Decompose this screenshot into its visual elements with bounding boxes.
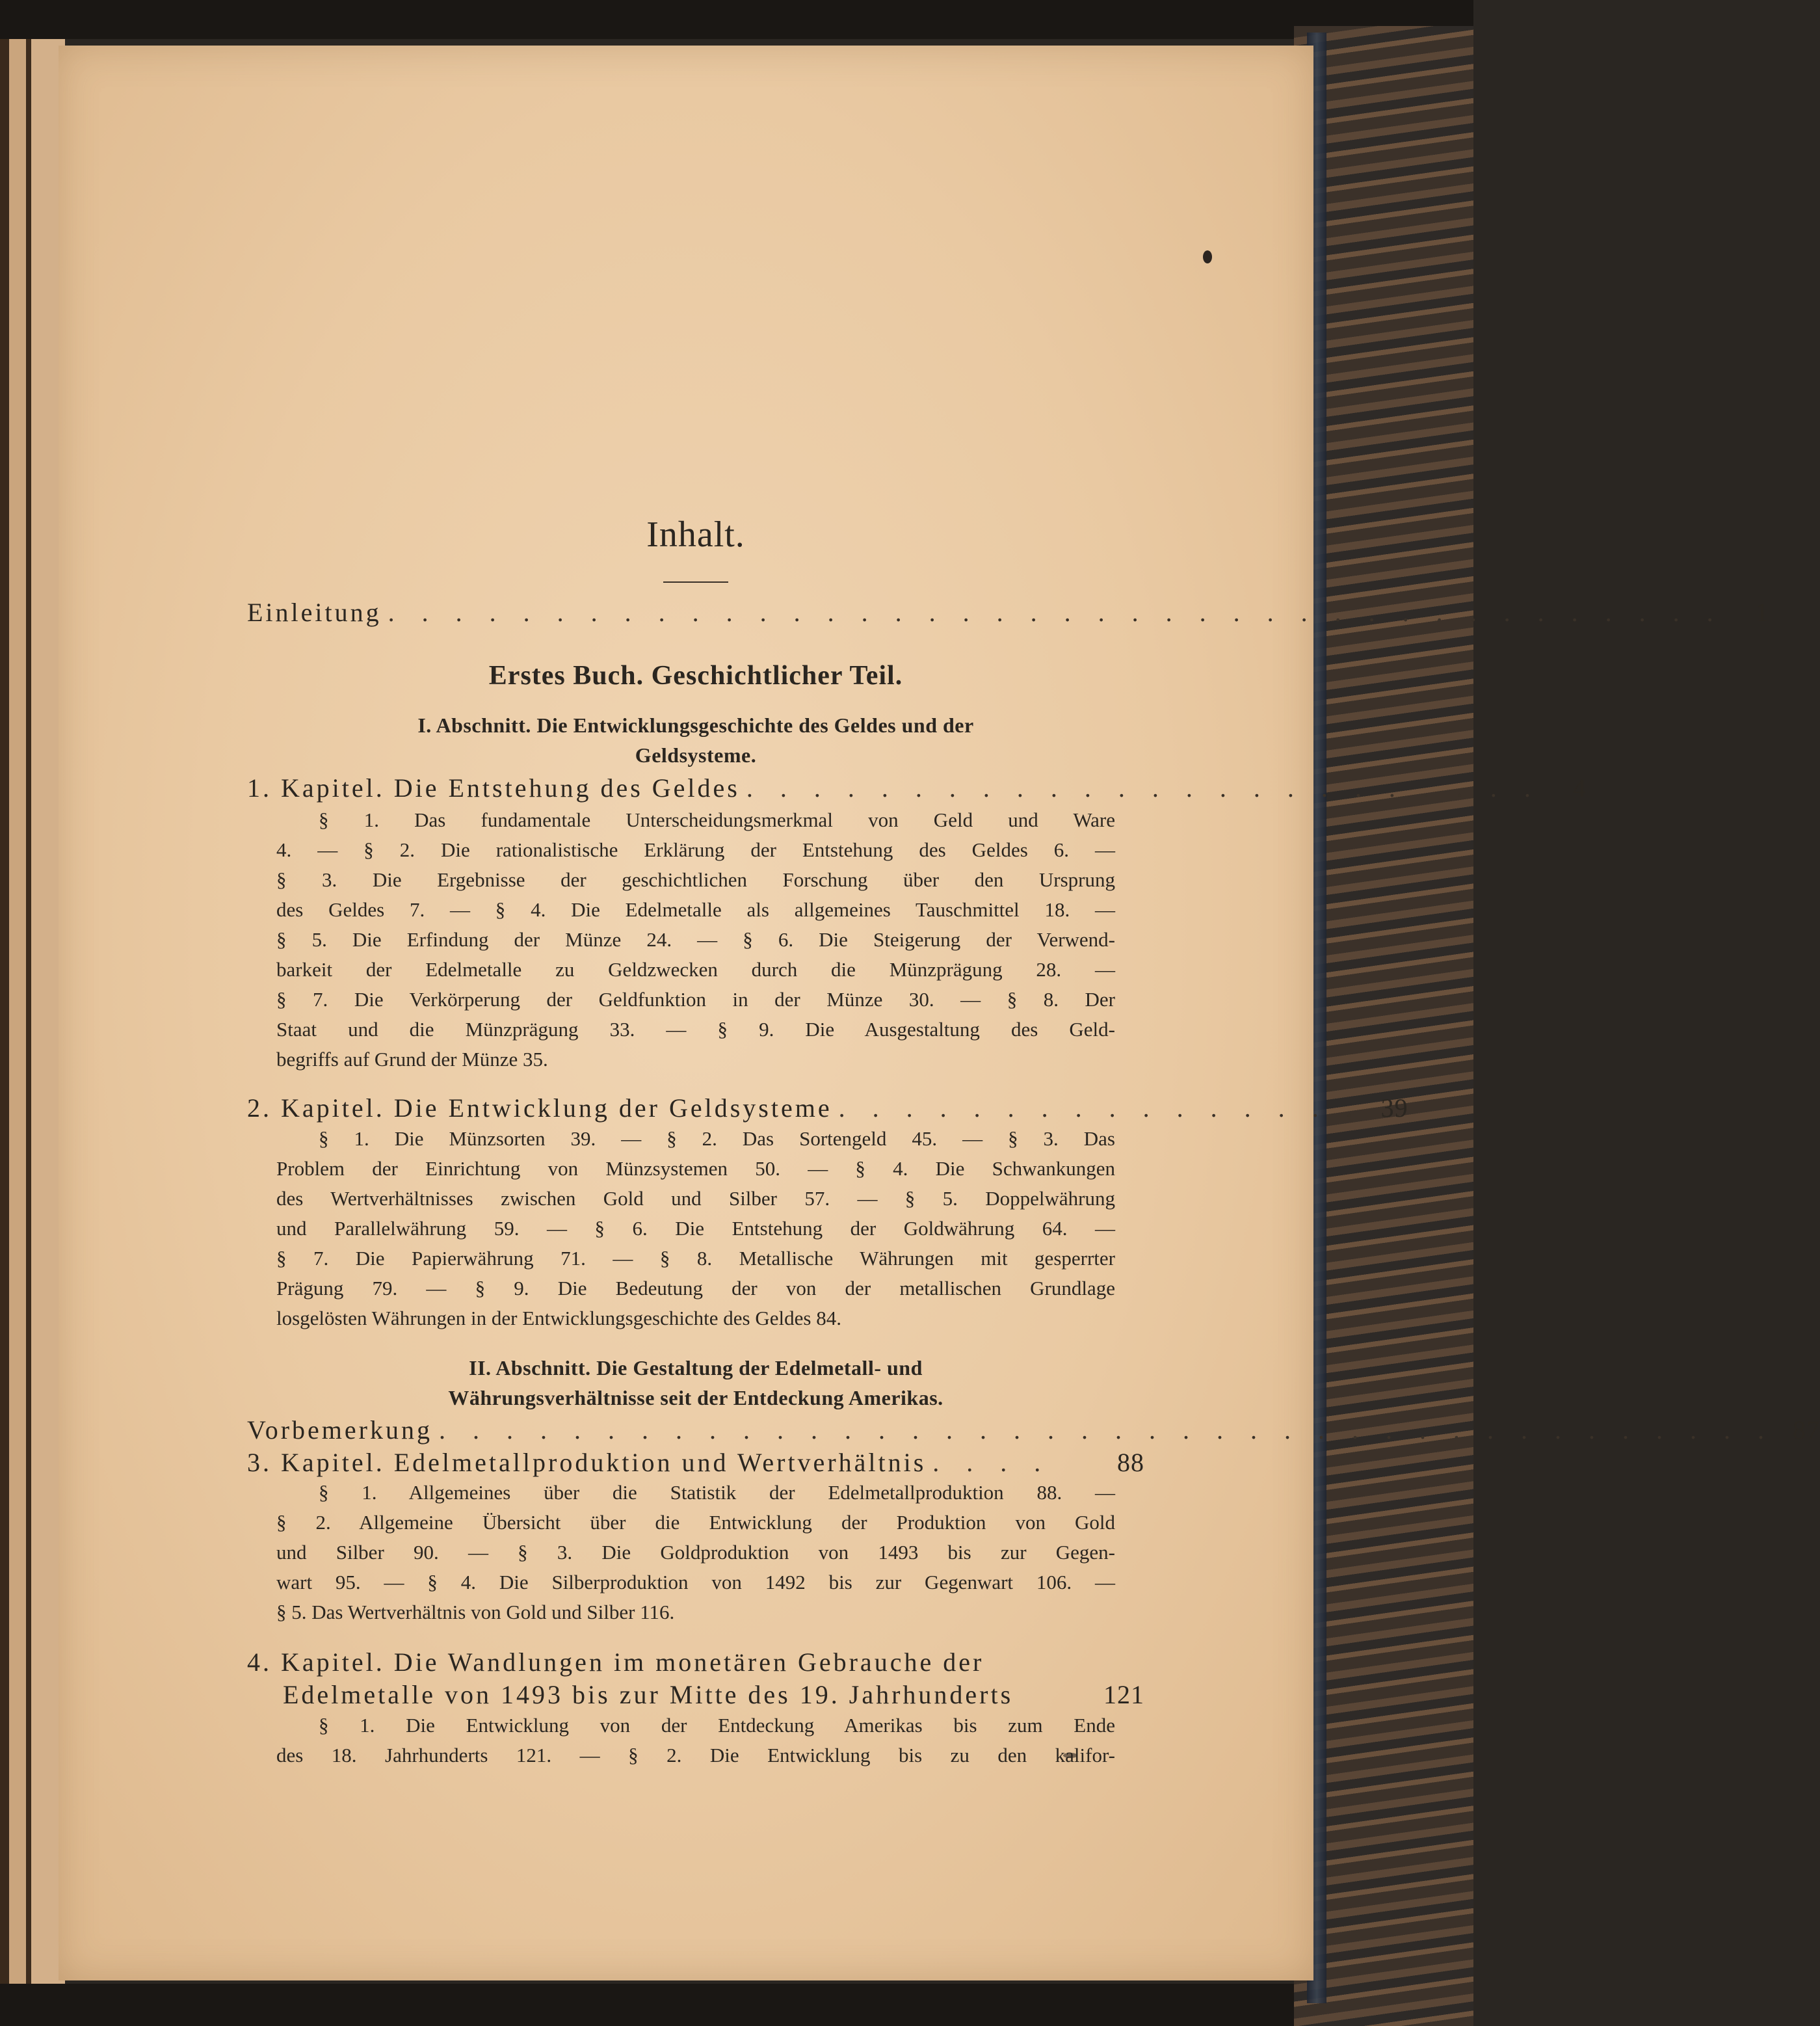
section-heading-line: Geldsysteme. [635,743,757,767]
chapter-1-summary [276,805,1115,1074]
toc-entry-label: 1. Kapitel. Die Entstehung des Geldes [247,773,740,803]
chapter-2-summary [276,1124,1115,1333]
toc-entry-chapter-3 [247,1447,1144,1478]
book-spine [0,39,65,1984]
toc-entry-label: 3. Kapitel. Edelmetallproduktion und Wertverhältnis [247,1448,927,1477]
section-heading-line: Währungsverhältnisse seit der Entdeckung Amerikas. [448,1386,943,1409]
leader-dots: . . . . . . . . . . . . . . . . . . . . . . . . . . . . . . . . . . . . . . . . [388,598,1724,627]
toc-entry-page: 87 [1793,1415,1820,1445]
summary-line: § 1. Die Münzsorten 39. — § 2. Das Sortengeld 45. — § 3. Das [319,1127,1115,1150]
toc-entry-label: 2. Kapitel. Die Entwicklung der Geldsysteme [247,1093,832,1123]
summary-line: 4. — § 2. Die rationalistische Erklärung der Entstehung des Geldes 6. — [276,838,1115,861]
summary-line: § 5. Die Erfindung der Münze 24. — § 6. Die Steigerung der Verwend- [276,928,1115,951]
book-heading: Erstes Buch. Geschichtlicher Teil. [488,661,903,691]
leader-dots: . . . . . . . . . . . . . . . . . . . . . . . . . . . . . . . . . . . . . . . . [439,1415,1774,1445]
summary-line: § 1. Allgemeines über die Statistik der Edelmetallproduktion 88. — [319,1481,1115,1504]
chapter-4-summary [276,1711,1115,1770]
summary-line: § 7. Die Verkörperung der Geldfunktion in der Münze 30. — § 8. Der [276,988,1115,1011]
summary-line: und Silber 90. — § 3. Die Goldproduktion von 1493 bis zur Gegen- [276,1541,1115,1564]
page-title: Inhalt. [646,514,745,555]
summary-line: begriffs auf Grund der Münze 35. [276,1048,548,1071]
leader-dots: . . . . . . . . . . . . . . . . . . . . . . . . [746,773,1541,803]
title-rule [663,581,728,583]
background-top [0,0,1473,39]
summary-line: losgelösten Währungen in der Entwicklungsgeschichte des Geldes 84. [276,1307,841,1329]
summary-line: und Parallelwährung 59. — § 6. Die Entstehung der Goldwährung 64. — [276,1217,1115,1240]
toc-entry-page: 88 [1117,1448,1144,1477]
summary-line: § 7. Die Papierwährung 71. — § 8. Metallische Währungen mit gesperrter [276,1247,1115,1270]
summary-line: des Geldes 7. — § 4. Die Edelmetalle als allgemeines Tauschmittel 18. — [276,898,1115,921]
summary-line: des Wertverhältnisses zwischen Gold und Silber 57. — § 5. Doppelwährung [276,1187,1115,1210]
toc-entry-label: 4. Kapitel. Die Wandlungen im monetären Gebrauche der [247,1647,984,1677]
toc-entry-label: Vorbemerkung [247,1415,432,1445]
section-heading-2 [247,1353,1144,1413]
summary-line: § 1. Das fundamentale Unterscheidungsmerkmal von Geld und Ware [319,808,1115,831]
summary-line: des 18. Jahrhunderts 121. — § 2. Die Entwicklung bis zu den kalifor- [276,1744,1115,1766]
toc-entry-einleitung [247,597,1769,628]
leader-dots: . . . . [932,1448,1051,1477]
toc-entry-page: 39 [1380,1093,1408,1123]
section-heading-line: II. Abschnitt. Die Gestaltung der Edelmetall- und [469,1356,923,1380]
summary-line: § 2. Allgemeine Übersicht über die Entwicklung der Produktion von Gold [276,1511,1115,1534]
summary-line: wart 95. — § 4. Die Silberproduktion von 1492 bis zur Gegenwart 106. — [276,1571,1115,1593]
book-page [59,46,1820,1980]
leader-dots: . . . . . . . . . . . . . . . . [838,1093,1363,1123]
summary-line: Problem der Einrichtung von Münzsystemen 50. — § 4. Die Schwankungen [276,1157,1115,1180]
toc-entry-page: 4 [1572,773,1587,803]
summary-line: § 5. Das Wertverhältnis von Gold und Silber 116. [276,1601,675,1623]
toc-entry-vorbemerkung [247,1415,1820,1445]
section-heading-1 [247,710,1144,770]
toc-entry-chapter-1 [247,773,1587,803]
toc-entry-label: Edelmetalle von 1493 bis zur Mitte des 19. Jahrhunderts [283,1680,1014,1709]
toc-entry-chapter-4-line1 [247,1647,1144,1677]
toc-entry-chapter-4-line2 [283,1679,1144,1710]
ink-spot [1203,250,1212,263]
toc-entry-page: 1 [1755,598,1769,627]
toc-entry-chapter-2 [247,1093,1408,1123]
summary-line: barkeit der Edelmetalle zu Geldzwecken durch die Münzprägung 28. — [276,958,1115,981]
summary-line: Prägung 79. — § 9. Die Bedeutung der von der metallischen Grundlage [276,1277,1115,1300]
summary-line: § 1. Die Entwicklung von der Entdeckung Amerikas bis zum Ende [319,1714,1115,1737]
section-heading-line: I. Abschnitt. Die Entwicklungsgeschichte des Geldes und der [417,713,974,737]
chapter-3-summary [276,1478,1115,1627]
background-bottom [0,1984,1473,2026]
toc-entry-label: Einleitung [247,598,382,627]
toc-entry-page: 121 [1103,1680,1144,1709]
summary-line: Staat und die Münzprägung 33. — § 9. Die Ausgestaltung des Geld- [276,1018,1115,1041]
summary-line: § 3. Die Ergebnisse der geschichtlichen Forschung über den Ursprung [276,868,1115,891]
